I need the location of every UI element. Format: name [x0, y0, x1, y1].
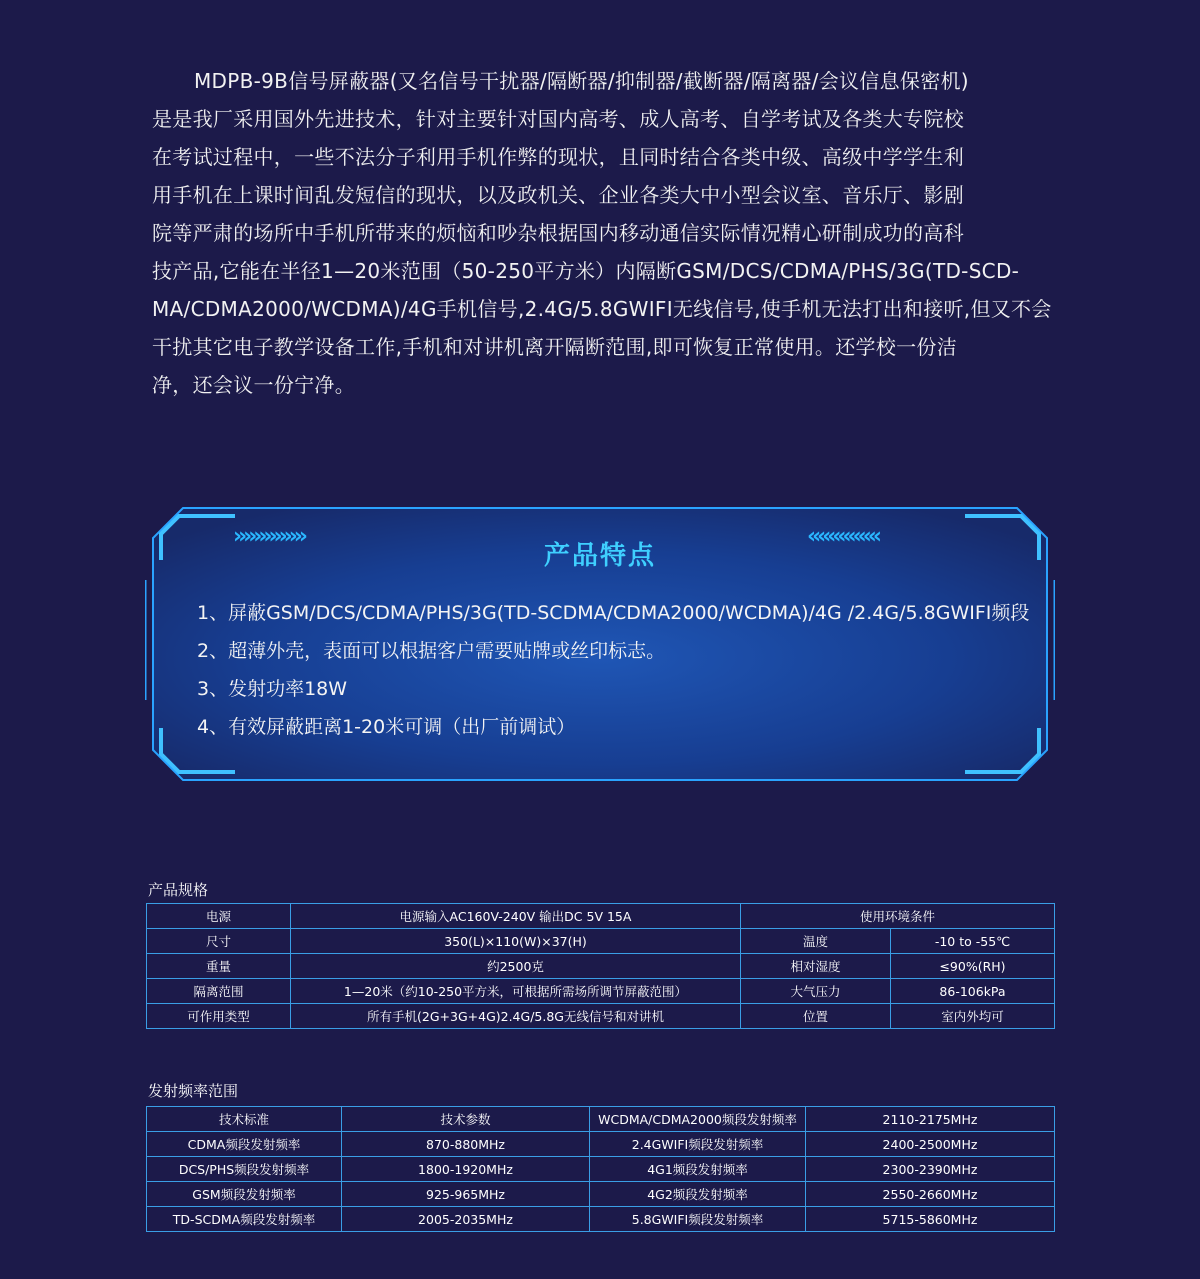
table-cell: 相对湿度	[741, 954, 891, 979]
table-row	[147, 979, 1055, 1004]
table-cell: 2550-2660MHz	[806, 1182, 1055, 1207]
table-cell: 870-880MHz	[342, 1132, 590, 1157]
table-cell: 重量	[147, 954, 291, 979]
intro-paragraph	[152, 62, 1052, 404]
table-cell: 使用环境条件	[741, 904, 1055, 929]
table-cell: 2005-2035MHz	[342, 1207, 590, 1232]
table-cell: 约2500克	[291, 954, 741, 979]
table-cell: GSM频段发射频率	[147, 1182, 342, 1207]
intro-line: 在考试过程中，一些不法分子利用手机作弊的现状，且同时结合各类中级、高级中学学生利	[152, 145, 964, 169]
table-cell: 86-106kPa	[891, 979, 1055, 1004]
features-title: 产品特点	[543, 541, 656, 571]
table-cell: 5715-5860MHz	[806, 1207, 1055, 1232]
table-row	[147, 1182, 1055, 1207]
feature-item: 3、发射功率18W	[197, 678, 348, 700]
table-cell: WCDMA/CDMA2000频段发射频率	[590, 1107, 806, 1132]
table-row	[147, 1132, 1055, 1157]
chevron-right-decoration-icon: ››››››››››››››	[233, 524, 304, 549]
intro-line: 技产品,它能在半径1—20米范围（50-250平方米）内隔断GSM/DCS/CDMA/PHS/3G(TD-SCD-	[152, 259, 1020, 283]
table-cell: TD-SCDMA频段发射频率	[147, 1207, 342, 1232]
chevron-left-decoration-icon: ‹‹‹‹‹‹‹‹‹‹‹‹‹‹	[807, 524, 878, 549]
table-cell: 所有手机(2G+3G+4G)2.4G/5.8G无线信号和对讲机	[291, 1004, 741, 1029]
table-cell: 室内外均可	[891, 1004, 1055, 1029]
table-cell: 可作用类型	[147, 1004, 291, 1029]
table-cell: 4G1频段发射频率	[590, 1157, 806, 1182]
table-row	[147, 929, 1055, 954]
feature-item: 1、屏蔽GSM/DCS/CDMA/PHS/3G(TD-SCDMA/CDMA2000/WCDMA)/4G /2.4G/5.8GWIFI频段	[197, 602, 1030, 624]
table-row	[147, 1107, 1055, 1132]
table-cell: 2.4GWIFI频段发射频率	[590, 1132, 806, 1157]
table-cell: ≤90%(RH)	[891, 954, 1055, 979]
table-cell: 大气压力	[741, 979, 891, 1004]
table-cell: DCS/PHS频段发射频率	[147, 1157, 342, 1182]
table-cell: 925-965MHz	[342, 1182, 590, 1207]
intro-line: MDPB-9B信号屏蔽器(又名信号干扰器/隔断器/抑制器/截断器/隔离器/会议信息保密机)	[194, 69, 969, 93]
table-cell: 尺寸	[147, 929, 291, 954]
table-row	[147, 1004, 1055, 1029]
table-cell: 位置	[741, 1004, 891, 1029]
table-cell: 技术标准	[147, 1107, 342, 1132]
intro-line: 净，还会议一份宁净。	[152, 373, 355, 397]
feature-item: 2、超薄外壳，表面可以根据客户需要贴牌或丝印标志。	[197, 640, 666, 662]
table-row	[147, 1207, 1055, 1232]
table-row	[147, 1157, 1055, 1182]
freq-title: 发射频率范围	[148, 1082, 239, 1100]
table-cell: 2300-2390MHz	[806, 1157, 1055, 1182]
intro-line: 院等严肃的场所中手机所带来的烦恼和吵杂根据国内移动通信实际情况精心研制成功的高科	[152, 221, 964, 245]
spec-title: 产品规格	[148, 881, 209, 899]
table-cell: 1—20米（约10-250平方米，可根据所需场所调节屏蔽范围）	[291, 979, 741, 1004]
freq-table	[146, 1106, 1055, 1232]
intro-line: MA/CDMA2000/WCDMA)/4G手机信号,2.4G/5.8GWIFI无线信号,使手机无法打出和接听,但又不会	[152, 297, 1052, 321]
table-row	[147, 954, 1055, 979]
table-cell: 电源	[147, 904, 291, 929]
features-list	[197, 594, 1037, 746]
feature-item: 4、有效屏蔽距离1-20米可调（出厂前调试）	[197, 716, 576, 738]
features-panel	[145, 500, 1055, 788]
table-cell: 4G2频段发射频率	[590, 1182, 806, 1207]
table-cell: 温度	[741, 929, 891, 954]
table-cell: 2110-2175MHz	[806, 1107, 1055, 1132]
table-cell: CDMA频段发射频率	[147, 1132, 342, 1157]
table-cell: -10 to -55℃	[891, 929, 1055, 954]
table-cell: 技术参数	[342, 1107, 590, 1132]
intro-line: 用手机在上课时间乱发短信的现状，以及政机关、企业各类大中小型会议室、音乐厅、影剧	[152, 183, 964, 207]
table-cell: 350(L)×110(W)×37(H)	[291, 929, 741, 954]
table-cell: 2400-2500MHz	[806, 1132, 1055, 1157]
spec-table	[146, 903, 1055, 1029]
intro-line: 是是我厂采用国外先进技术，针对主要针对国内高考、成人高考、自学考试及各类大专院校	[152, 107, 964, 131]
table-row	[147, 904, 1055, 929]
table-cell: 5.8GWIFI频段发射频率	[590, 1207, 806, 1232]
intro-line: 干扰其它电子教学设备工作,手机和对讲机离开隔断范围,即可恢复正常使用。还学校一份洁	[152, 335, 958, 359]
table-cell: 电源输入AC160V-240V 输出DC 5V 15A	[291, 904, 741, 929]
table-cell: 隔离范围	[147, 979, 291, 1004]
table-cell: 1800-1920MHz	[342, 1157, 590, 1182]
